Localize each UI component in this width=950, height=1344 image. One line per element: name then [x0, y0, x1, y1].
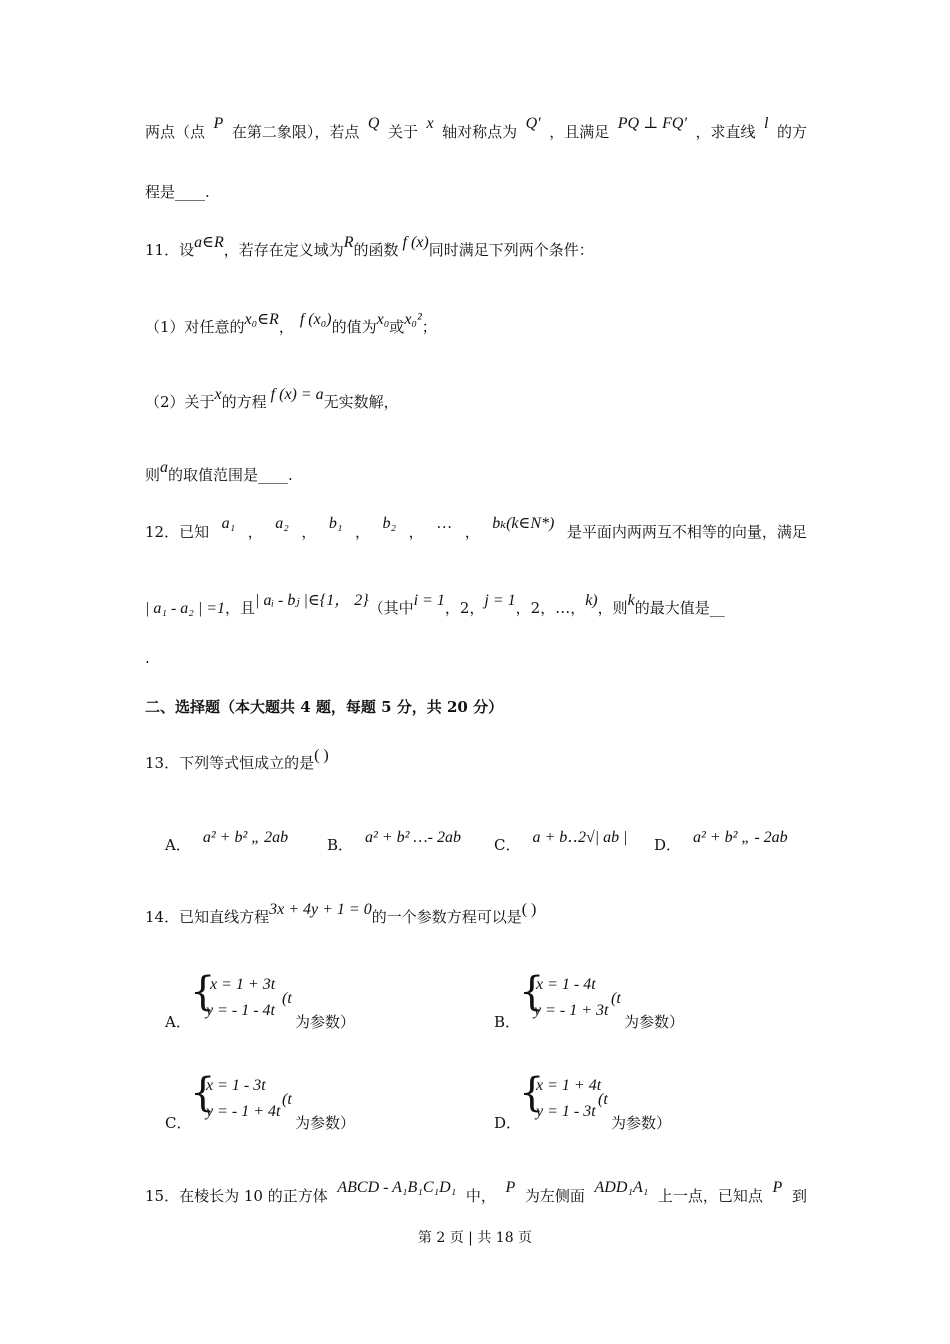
problem-11-end	[145, 459, 293, 486]
option-math: a + b‥2√| ab |	[532, 829, 628, 846]
math-var: b₂	[382, 515, 397, 532]
math-expr: f (x) = a	[270, 386, 324, 403]
brace-icon: {	[190, 969, 216, 1015]
text: ，且	[225, 599, 256, 617]
text: ，	[408, 523, 424, 541]
page-footer: 第 2 页 | 共 18 页	[417, 1230, 533, 1246]
math-var: a₁	[221, 515, 236, 532]
text: 或	[389, 318, 405, 336]
text: 为左侧面	[524, 1187, 585, 1205]
math-expr: | aᵢ - bⱼ |∈{1， 2}	[255, 592, 369, 609]
condition-2	[145, 386, 399, 413]
math-expr: a∈R	[194, 234, 224, 251]
math-var: k	[627, 592, 635, 609]
math-var: a	[160, 459, 169, 476]
option-label: D．	[654, 836, 682, 854]
text: 则	[145, 466, 161, 484]
equation-row: y = 1 - 3t	[536, 1103, 596, 1120]
text: ，求直线	[695, 123, 756, 141]
text: ，	[247, 523, 263, 541]
math-var: b₁	[328, 515, 343, 532]
option-label: A．	[165, 1013, 191, 1031]
text: ，	[301, 523, 317, 541]
text: 两点（点	[145, 123, 206, 141]
text: ，且满足	[549, 123, 610, 141]
text: 的方程	[221, 393, 267, 411]
math-expr: ADD₁A₁	[594, 1179, 649, 1196]
math-var: P	[213, 115, 224, 132]
math-expr: k)	[585, 592, 598, 609]
math-expr: j = 1	[484, 592, 516, 609]
param-note: 为参数）	[295, 1013, 356, 1031]
text: 的一个参数方程可以是	[371, 908, 522, 926]
math-var: P	[505, 1179, 516, 1196]
math-expr: 3x + 4y + 1 = 0	[269, 901, 372, 918]
text: 轴对称点为	[442, 123, 518, 141]
problem-12-end: .	[145, 649, 150, 667]
equation-row: y = - 1 + 3t	[534, 1002, 609, 1019]
param-var: (t	[282, 990, 292, 1007]
equation-row: x = 1 + 4t	[536, 1077, 602, 1094]
math-var: Q′	[525, 115, 541, 132]
text: 的值为	[331, 318, 377, 336]
q13-option-b	[327, 829, 461, 856]
problem-12-conditions	[145, 592, 725, 619]
text: 在第二象限），若点	[231, 123, 360, 141]
math-expr: x₀∈R	[244, 311, 279, 328]
math-var: l	[763, 115, 769, 132]
math-var: P	[772, 1179, 783, 1196]
text: ；	[421, 318, 437, 336]
equation-row: y = - 1 + 4t	[206, 1103, 281, 1120]
text: ，	[278, 318, 294, 336]
text: 无实数解，	[323, 393, 399, 411]
option-label: C．	[165, 1114, 192, 1132]
math-expr: PQ ⊥ FQ′	[617, 115, 687, 132]
equation-row: x = 1 - 3t	[206, 1077, 266, 1094]
text: 上一点，已知点	[657, 1187, 763, 1205]
math-var: x₀²	[404, 311, 422, 328]
text: （1）对任意的	[145, 318, 245, 336]
ellipsis: …	[436, 515, 453, 532]
option-label: D．	[494, 1114, 522, 1132]
math-expr: f (x₀)	[299, 311, 332, 328]
brace-icon: {	[190, 1070, 216, 1116]
text: 同时满足下列两个条件：	[428, 241, 594, 259]
text: ，2，	[444, 599, 485, 617]
problem-15	[145, 1179, 807, 1206]
math-var: x	[426, 115, 434, 132]
text: 15．在棱长为 10 的正方体	[145, 1187, 328, 1205]
text: ，2，…，	[515, 599, 586, 617]
text: 的最大值是__	[634, 599, 725, 617]
text: ，	[464, 523, 480, 541]
math-expr: bₖ(k∈N*)	[492, 515, 555, 532]
param-note: 为参数）	[295, 1114, 356, 1132]
option-label: C．	[494, 836, 521, 854]
equation-row: x = 1 - 4t	[536, 976, 596, 993]
answer-bracket: ( )	[521, 901, 537, 918]
text: ，则	[597, 599, 628, 617]
option-math: a² + b² …- 2ab	[365, 829, 461, 846]
problem-10-continuation	[145, 115, 807, 142]
option-label: B．	[494, 1013, 521, 1031]
text: （2）关于	[145, 393, 215, 411]
problem-10-end: 程是____.	[145, 183, 210, 201]
problem-11	[145, 234, 594, 261]
equation-row: x = 1 + 3t	[210, 976, 276, 993]
text: 12．已知	[145, 523, 210, 541]
q13-option-d	[654, 829, 788, 856]
text: 关于	[387, 123, 418, 141]
math-expr: ABCD - A₁B₁C₁D₁	[337, 1179, 457, 1196]
option-math: a² + b² „ - 2ab	[693, 829, 788, 846]
text: 的方	[776, 123, 807, 141]
problem-13	[145, 747, 329, 774]
param-note: 为参数）	[611, 1114, 672, 1132]
problem-12	[145, 515, 807, 542]
brace-icon: {	[519, 1070, 545, 1116]
text: 的取值范围是____.	[168, 466, 293, 484]
math-var: Q	[367, 115, 380, 132]
text: （其中	[368, 599, 414, 617]
text: 的函数	[353, 241, 399, 259]
text: 中，	[465, 1187, 496, 1205]
q13-option-c	[494, 829, 628, 856]
math-expr: i = 1	[413, 592, 445, 609]
answer-bracket: ( )	[314, 747, 329, 764]
text: 是平面内两两互不相等的向量，满足	[566, 523, 807, 541]
param-var: (t	[598, 1091, 608, 1108]
math-var: R	[343, 234, 354, 251]
text: ，	[355, 523, 371, 541]
section-heading: 二、选择题（本大题共 4 题，每题 5 分，共 20 分）	[145, 698, 504, 716]
math-var: x₀	[376, 311, 390, 328]
option-math: a² + b² „ 2ab	[202, 829, 289, 846]
math-expr: f (x)	[402, 234, 429, 251]
text: 14．已知直线方程	[145, 908, 270, 926]
condition-1	[145, 311, 437, 338]
option-label: A．	[165, 836, 191, 854]
equation-row: y = - 1 - 4t	[206, 1002, 275, 1019]
math-var: a₂	[275, 515, 289, 532]
math-var: x	[214, 386, 222, 403]
option-label: B．	[327, 836, 354, 854]
text: ，若存在定义域为	[223, 241, 344, 259]
text: 11．设	[145, 241, 195, 259]
param-var: (t	[282, 1091, 292, 1108]
text: 到	[791, 1187, 807, 1205]
param-note: 为参数）	[624, 1013, 685, 1031]
math-expr: | a₁ - a₂ | =1	[145, 600, 226, 617]
brace-icon: {	[519, 969, 545, 1015]
text: 13．下列等式恒成立的是	[145, 754, 315, 772]
problem-14	[145, 901, 537, 928]
param-var: (t	[611, 990, 621, 1007]
q13-option-a	[165, 829, 289, 856]
